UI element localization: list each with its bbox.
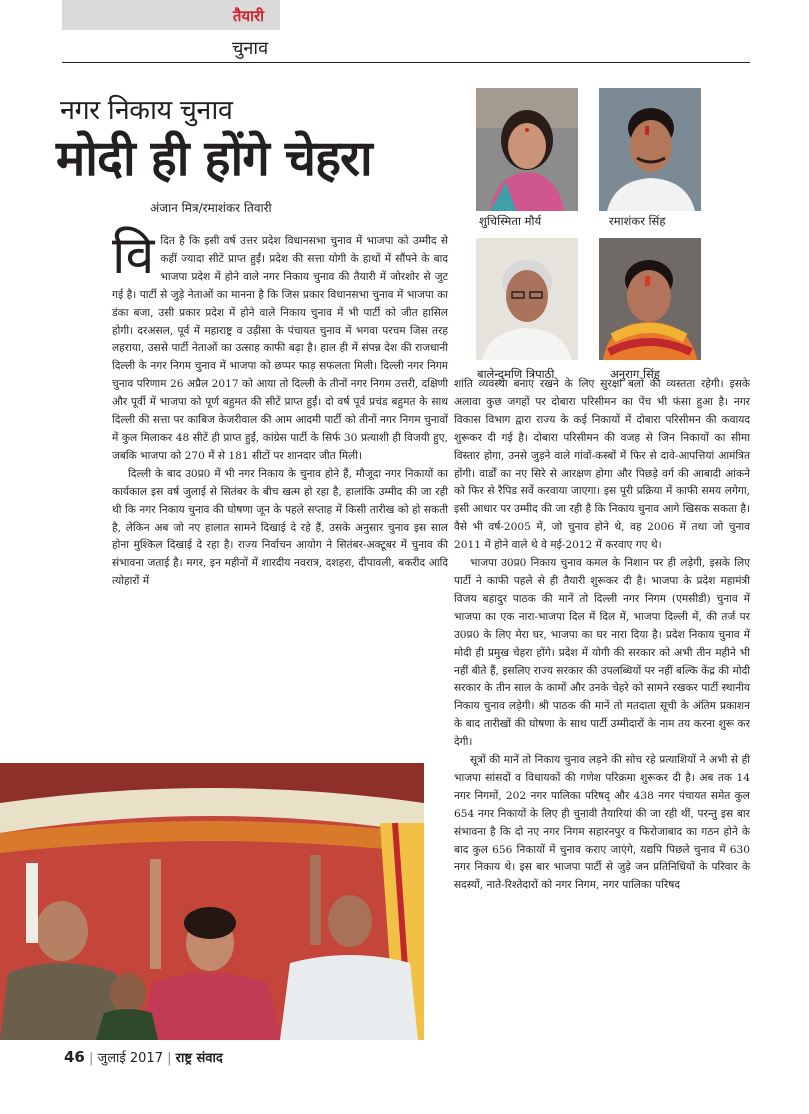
portrait-photo-4 bbox=[599, 238, 701, 360]
paragraph: सूत्रों की मानें तो निकाय चुनाव लड़ने की सोच रहे प्रत्याशियों ने अभी से ही भाजपा सांसदों व विधायकों की गणेश परिक्रमा शुरूकर दी है। अब तक 14 नगर निगमों, 202 नगर पालिका परिषद् और 438 नगर पंचायत समेत कुल 654 नगर निकायों के लिए ही चुनावी तैयारियां की जा रही थीं, परन्तु इस बार संभावना है कि दो नए नगर निगम सहारनपुर व फिरोजाबाद का गठन होने के बाद कुल 656 निकायों में चुनाव कराए जाएंगे, यद्यपि पिछले चुनाव में 630 नगर निकाय थे। इस बार भाजपा पार्टी से जुड़े जन प्रतिनिधियों के परिवार के सदस्यों, नाते-रिश्तेदारों को नगर निगम, नगर पालिका परिषद bbox=[454, 754, 750, 892]
footer-separator: | bbox=[89, 1051, 94, 1066]
paragraph-text: दित है कि इसी वर्ष उत्तर प्रदेश विधानसभा चुनाव में भाजपा को उम्मीद से कहीं ज्यादा सीटें प्राप्त हुईं। प्रदेश की सत्ता योगी के हाथों में सौंपने के बाद भाजपा प्रदेश में होने वाले नगर निकाय चुनाव की तैयारी में जोरशोर से जुट गई है। पार्टी से जुड़े नेताओं का मानना है कि जिस प्रकार विधानसभा चुनाव में भाजपा का डंका बजा, उसी प्रकार प्रदेश में होने वाले निकाय चुनाव में भी पार्टी को जीत हासिल होगी। दरअसल, पूर्व में महाराष्ट्र व उड़ीसा के पंचायत चुनाव में भगवा परचम जिस तरह लहराया, उससे पार्टी नेताओं का उत्साह काफी बढ़ा है। हाल ही में संपन्न देश की राजधानी दिल्ली के नगर निगम चुनाव में भाजपा को छप्पर फाड़ सफलता मिली। दिल्ली नगर निगम चुनाव परिणाम 26 अप्रैल 2017 को आया तो दिल्ली के तीनों नगर निगम उत्तरी, दक्षिणी और पूर्वी में भाजपा को पूर्ण बहुमत की सीटें प्राप्त हुईं। दो वर्ष पूर्व प्रचंड बहुमत के साथ दिल्ली की सत्ता पर काबिज केजरीवाल की आम आदमी पार्टी को तीनों नगर निगम चुनावों में कुल मिलाकर 48 सीटें ही प्राप्त हुईं, कांग्रेस पार्टी के सिर्फ 30 प्रत्याशी ही विजयी हुए, जबकि भाजपा को 270 में से 181 सीटों पर शानदार जीत मिली। bbox=[112, 235, 448, 462]
article-headline: मोदी ही होंगे चेहरा bbox=[56, 130, 372, 187]
paragraph: शांति व्यवस्था बनाए रखने के लिए सुरक्षा बलों की व्यस्तता रहेगी। इसके अलावा कुछ जगहों पर दोबारा परिसीमन का पेंच भी फंसा हुआ है। नगर विकास विभाग द्वारा राज्य के कई निकायों में दोबारा परिसीमन की कवायद शुरूकर दी गई है। दोबारा परिसीमन की वजह से जिन निकायों का सीमा विस्तार होगा, उनसे जुड़ने वाले गांवों-कस्बों में फिर से दावे-आपत्तियां आमंत्रित होंगी। वार्डों का नए सिरे से आरक्षण होगा और पिछड़े वर्ग की आबादी आंकने को फिर से रैपिड सर्वे करवाया जाएगा। इस पूरी प्रक्रिया में काफी समय लगेगा, इसी आधार पर उम्मीद की जा रही है कि निकाय चुनाव आगे खिसक सकता है। वैसे भी वर्ष-2005 में, जो चुनाव होने थे, वह 2006 में तथा जो चुनाव 2011 में होने वाले थे वे मई-2012 में करवाए गए थे। bbox=[454, 378, 750, 552]
footer-separator: | bbox=[167, 1051, 172, 1066]
portrait-caption: शुचिस्मिता मौर्य bbox=[479, 214, 542, 228]
portrait-photo-3 bbox=[476, 238, 578, 360]
woman-portrait-icon bbox=[476, 88, 578, 211]
man-portrait-icon bbox=[599, 238, 701, 360]
man-portrait-icon bbox=[476, 238, 578, 360]
paragraph bbox=[112, 226, 448, 466]
issue-date: जुलाई 2017 bbox=[97, 1051, 163, 1066]
portrait-photo-1 bbox=[476, 88, 578, 211]
portrait-caption: बालेन्दुमणि त्रिपाठी bbox=[477, 367, 555, 381]
portrait-caption: अनुराग सिंह bbox=[610, 367, 660, 381]
drop-cap: वि bbox=[112, 226, 155, 286]
portrait-photo-2 bbox=[599, 88, 701, 211]
header-divider bbox=[62, 62, 750, 63]
portrait-caption: रमाशंकर सिंह bbox=[609, 214, 666, 228]
section-tab bbox=[62, 0, 280, 30]
article-column-2 bbox=[454, 376, 750, 895]
article-byline: अंजान मित्र/रमाशंकर तिवारी bbox=[150, 201, 272, 215]
paragraph: दिल्ली के बाद उ0प्र0 में भी नगर निकाय के चुनाव होने हैं, मौजूदा नगर निकायों का कार्यकाल इस वर्ष जुलाई से सितंबर के बीच खत्म हो रहा है, हालांकि उम्मीद की जा रही थी कि नगर निकाय चुनाव की घोषणा जून के पहले सप्ताह में किसी तारीख को हो सकती है, लेकिन अब जो नए हालात सामने दिखाई दे रहे हैं, उसके अनुसार चुनाव इस साल होना मुश्किल दिखाई दे रहा है। राज्य निर्वाचन आयोग ने सितंबर-अक्टूबर में चुनाव की संभावना जताई है। मगर, इन महीनों में शारदीय नवरात्र, दशहरा, दीपावली, बकरीद आदि त्योहारों में bbox=[112, 467, 448, 588]
article-kicker: नगर निकाय चुनाव bbox=[60, 95, 233, 126]
article-column-1 bbox=[112, 226, 448, 591]
section-label: तैयारी bbox=[232, 7, 264, 25]
magazine-name: राष्ट्र संवाद bbox=[175, 1051, 223, 1066]
rally-photo-icon bbox=[0, 763, 424, 1040]
man-portrait-icon bbox=[599, 88, 701, 211]
paragraph: भाजपा उ0प्र0 निकाय चुनाव कमल के निशान पर ही लड़ेगी, इसके लिए पार्टी ने काफी पहले से ही तैयारी शुरूकर दी है। भाजपा के प्रदेश महामंत्री विजय बहादुर पाठक की मानें तो दिल्ली नगर निगम (एमसीडी) चुनाव में भाजपा का एक नारा-भाजपा दिल में दिल में, भाजपा दिल्ली में, की तर्ज पर उ0प्र0 के लिए मेरा घर, भाजपा का घर नारा दिया है। प्रदेश निकाय चुनाव में मोदी ही प्रमुख चेहरा होंगे। प्रदेश में योगी की सरकार को अभी तीन महीने भी नहीं बीते हैं, इसलिए राज्य सरकार की उपलब्धियों पर नहीं बल्कि केंद्र की मोदी सरकार के तीन साल के कामों और उनके चेहरे को सामने रखकर पार्टी स्थानीय निकाय चुनाव लड़ेगी। श्री पाठक की मानें तो मतदाता सूची के अंतिम प्रकाशन के बाद तारीखों की घोषणा के साथ पार्टी उम्मीदारों के नाम तय करना शुरू कर देगी। bbox=[454, 557, 750, 749]
page-number: 46 bbox=[64, 1048, 85, 1066]
subsection-label: चुनाव bbox=[232, 38, 269, 59]
event-photo bbox=[0, 763, 424, 1040]
page-footer bbox=[64, 1048, 223, 1066]
